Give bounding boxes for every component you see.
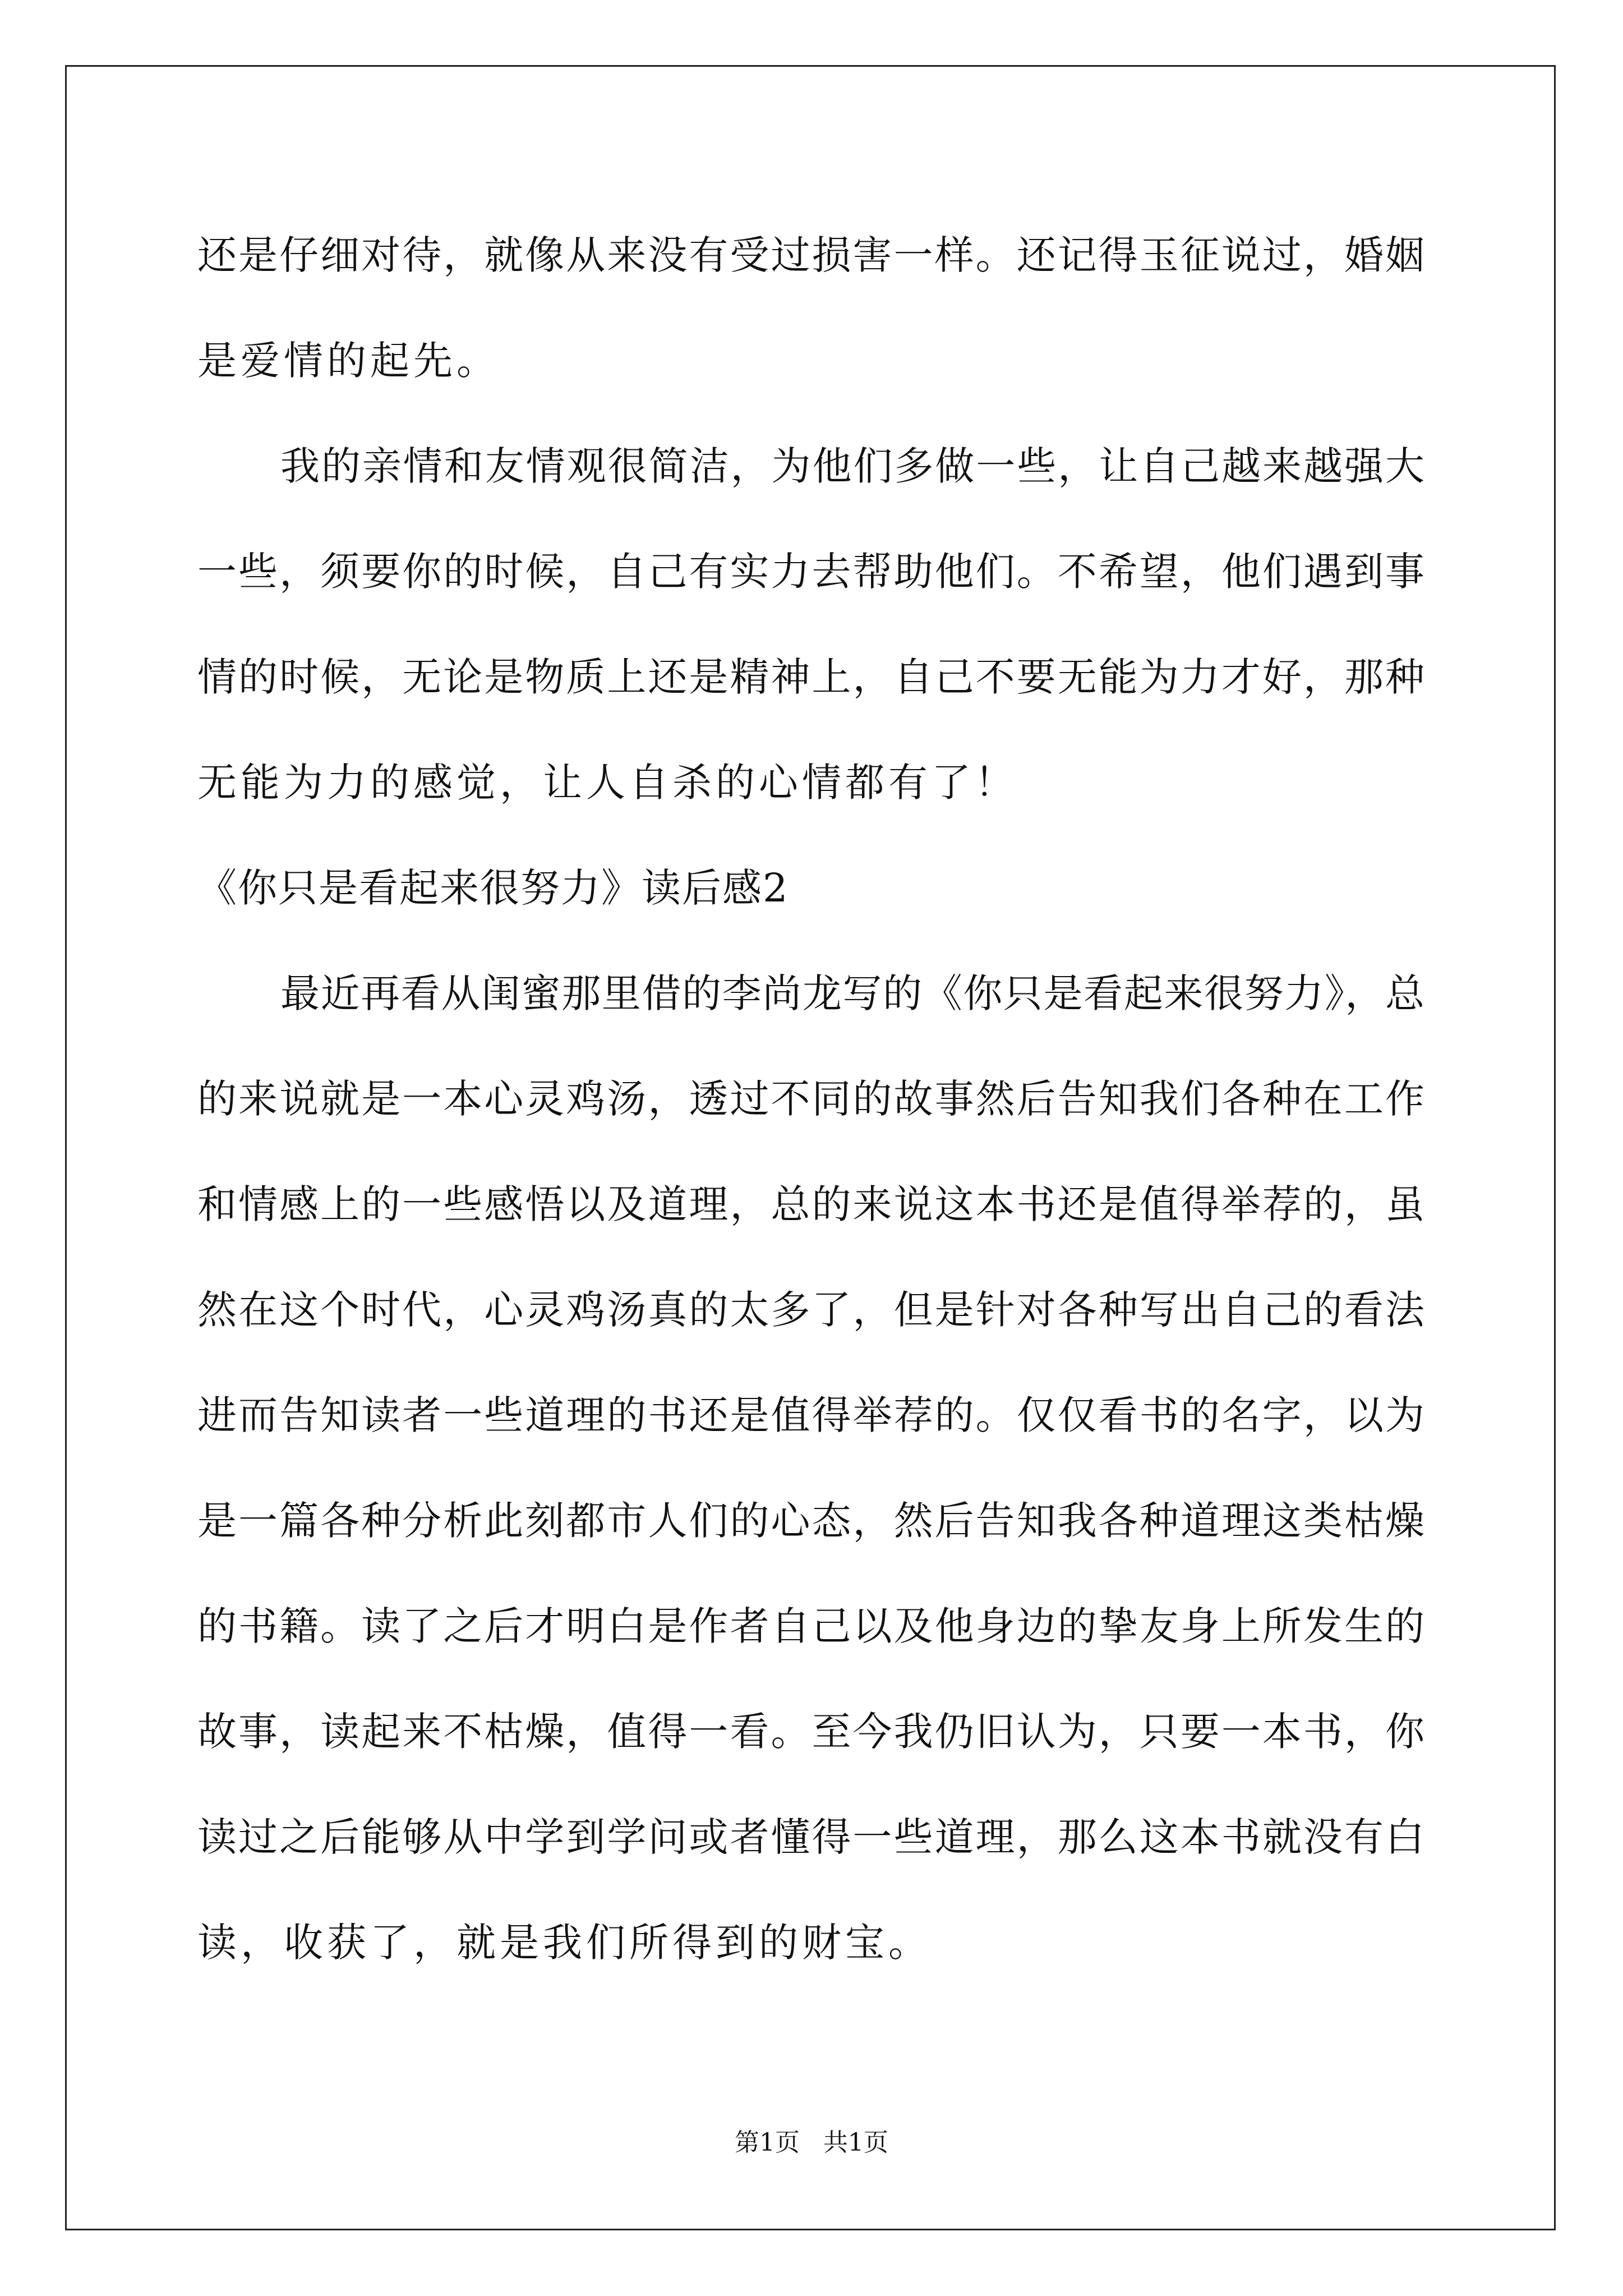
text-line: 的书籍。读了之后才明白是作者自己以及他身边的挚友身上所发生的 (197, 1603, 1424, 1649)
text-line: 读过之后能够从中学到学问或者懂得一些道理，那么这本书就没有白 (197, 1814, 1424, 1860)
text-line: 还是仔细对待，就像从来没有受过损害一样。还记得玉征说过，婚姻 (197, 232, 1424, 278)
paragraph-first-line: 最近再看从闺蜜那里借的李尚龙写的《你只是看起来很努力》，总 (280, 970, 1424, 1016)
text-line: 是爱情的起先。 (197, 338, 500, 384)
section-heading: 《你只是看起来很努力》读后感2 (197, 865, 789, 911)
text-line: 无能为力的感觉，让人自杀的心情都有了！ (197, 760, 1018, 806)
text-line: 的来说就是一本心灵鸡汤，透过不同的故事然后告知我们各种在工作 (197, 1076, 1424, 1122)
text-line: 和情感上的一些感悟以及道理，总的来说这本书还是值得举荐的，虽 (197, 1181, 1424, 1227)
text-line: 一些，须要你的时候，自己有实力去帮助他们。不希望，他们遇到事 (197, 549, 1424, 595)
text-line: 是一篇各种分析此刻都市人们的心态，然后告知我各种道理这类枯燥 (197, 1498, 1424, 1544)
text-line: 情的时候，无论是物质上还是精神上，自己不要无能为力才好，那种 (197, 654, 1424, 700)
text-line: 故事，读起来不枯燥，值得一看。至今我仍旧认为，只要一本书，你 (197, 1709, 1424, 1755)
text-line: 读，收获了，就是我们所得到的财宝。 (197, 1920, 932, 1966)
page-footer: 第1页 共1页 (735, 2128, 888, 2157)
text-line: 进而告知读者一些道理的书还是值得举荐的。仅仅看书的名字，以为 (197, 1392, 1424, 1438)
page-border (65, 65, 1556, 2230)
paragraph-first-line: 我的亲情和友情观很简洁，为他们多做一些，让自己越来越强大 (280, 443, 1424, 489)
text-line: 然在这个时代，心灵鸡汤真的太多了，但是针对各种写出自己的看法 (197, 1287, 1424, 1333)
